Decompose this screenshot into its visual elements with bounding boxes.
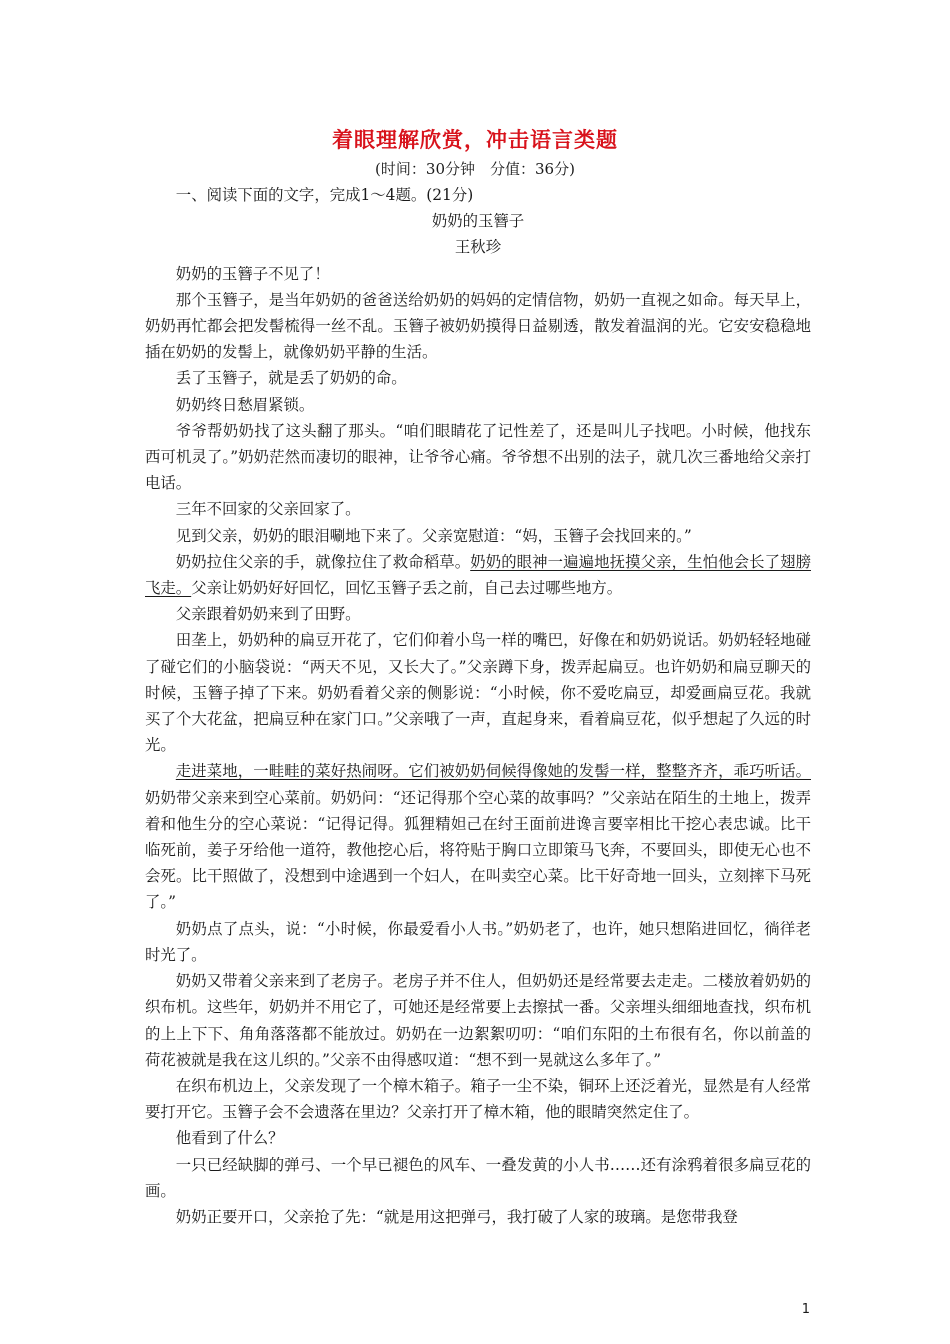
paragraph	[145, 758, 811, 915]
underlined-sentence: 走进菜地，一畦畦的菜好热闹呀。它们被奶奶伺候得像她的发髻一样，整整齐齐，乖巧听话。	[175, 762, 811, 781]
paragraph: 奶奶的玉簪子不见了！	[175, 264, 330, 283]
paragraph: 三年不回家的父亲回家了。	[175, 500, 361, 519]
paragraph: 丢了玉簪子，就是丢了奶奶的命。	[175, 369, 407, 388]
paragraph	[145, 549, 811, 601]
paragraph: 奶奶正要开口，父亲抢了先：“就是用这把弹弓，我打破了人家的玻璃。是您带我登	[175, 1207, 738, 1226]
document-body	[145, 182, 811, 1230]
paragraph: 奶奶又带着父亲来到了老房子。老房子并不住人，但奶奶还是经常要去走走。二楼放着奶奶的织布机。这些年，奶奶并不用它了，可她还是经常要上去擦拭一番。父亲埋头细细地查找，织布机的上上下下、角角落落都不能放过。奶奶在一边絮絮叨叨：“咱们东阳的土布很有名，你以前盖的荷花被就是我在这儿织的。”父亲不由得感叹道：“想不到一晃就这么多年了。”	[145, 972, 811, 1069]
paragraph-text: 奶奶拉住父亲的手，就像拉住了救命稻草。	[175, 552, 471, 571]
document-title: 着眼理解欣赏，冲击语言类题	[332, 127, 618, 152]
paragraph: 奶奶点了点头，说：“小时候，你最爱看小人书。”奶奶老了，也许，她只想陷进回忆，徜徉老时光了。	[145, 919, 811, 964]
time-score-info: (时间：30分钟 分值：36分)	[375, 160, 575, 178]
paragraph: 田垄上，奶奶种的扁豆开花了，它们仰着小鸟一样的嘴巴，好像在和奶奶说话。奶奶轻轻地碰了碰它们的小脑袋说：“两天不见，又长大了。”父亲蹲下身，拨弄起扁豆。也许奶奶和扁豆聊天的时候，玉簪子掉了下来。奶奶看着父亲的侧影说：“小时候，你不爱吃扁豆，却爱画扁豆花。我就买了个大花盆，把扁豆种在家门口。”父亲哦了一声，直起身来，看着扁豆花，似乎想起了久远的时光。	[145, 631, 811, 755]
article-title: 奶奶的玉簪子	[431, 212, 525, 231]
page-number: 1	[801, 1302, 810, 1317]
paragraph: 一只已经缺脚的弹弓、一个早已褪色的风车、一叠发黄的小人书……还有涂鸦着很多扁豆花的画。	[145, 1155, 811, 1200]
paragraph: 在织布机边上，父亲发现了一个樟木箱子。箱子一尘不染，铜环上还泛着光，显然是有人经常要打开它。玉簪子会不会遗落在里边？父亲打开了樟木箱，他的眼睛突然定住了。	[145, 1076, 811, 1122]
paragraph: 父亲跟着奶奶来到了田野。	[175, 605, 361, 624]
paragraph-text: 奶奶带父亲来到空心菜前。奶奶问：“还记得那个空心菜的故事吗？”父亲站在陌生的土地上，拨弄着和他生分的空心菜说：“记得记得。狐狸精妲己在纣王面前进谗言要宰相比干挖心表忠诚。比干临死前，姜子牙给他一道符，教他挖心后，将符贴于胸口立即策马飞奔，不要回头，即使无心也不会死。比干照做了，没想到中途遇到一个妇人，在叫卖空心菜。比干好奇地一回头，立刻摔下马死了。”	[145, 788, 811, 912]
paragraph: 那个玉簪子，是当年奶奶的爸爸送给奶奶的妈妈的定情信物，奶奶一直视之如命。每天早上，奶奶再忙都会把发髻梳得一丝不乱。玉簪子被奶奶摸得日益剔透，散发着温润的光。它安安稳稳地插在奶奶的发髻上，就像奶奶平静的生活。	[145, 290, 811, 362]
question-heading: 一、阅读下面的文字，完成1～4题。(21分)	[175, 186, 474, 204]
paragraph: 爷爷帮奶奶找了这头翻了那头。“咱们眼睛花了记性差了，还是叫儿子找吧。小时候，他找东西可机灵了。”奶奶茫然而凄切的眼神，让爷爷心痛。爷爷想不出别的法子，就几次三番地给父亲打电话。	[145, 421, 811, 493]
paragraph: 奶奶终日愁眉紧锁。	[175, 395, 315, 414]
paragraph: 见到父亲，奶奶的眼泪唰地下来了。父亲宽慰道：“妈，玉簪子会找回来的。”	[175, 526, 692, 545]
article-author: 王秋珍	[454, 238, 502, 257]
paragraph-text: 父亲让奶奶好好回忆，回忆玉簪子丢之前，自己去过哪些地方。	[191, 579, 623, 598]
paragraph: 他看到了什么？	[175, 1129, 284, 1148]
underlined-sentence: 奶奶的眼神一遍遍地抚摸父亲，生怕他会长了翅膀飞走。	[145, 552, 811, 598]
